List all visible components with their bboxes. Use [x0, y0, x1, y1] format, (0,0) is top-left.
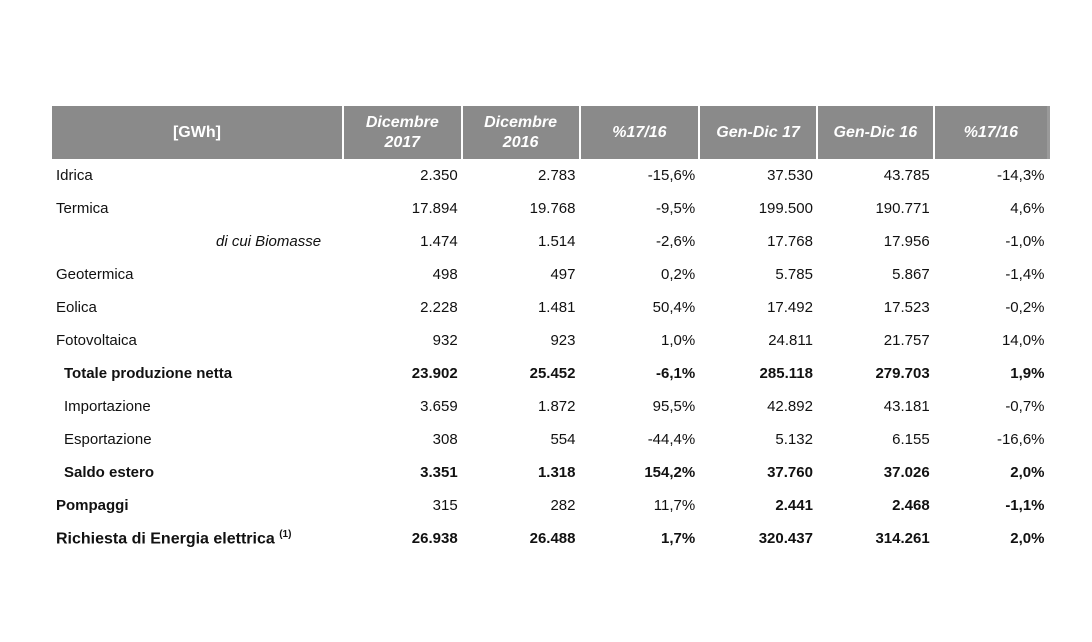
- table-row-biomasse: [52, 225, 1049, 258]
- cell-dic-2017: 17.894: [411, 200, 458, 217]
- cell-pct-year: 2,0%: [1010, 464, 1045, 481]
- cell-dic-2017: 2.350: [420, 167, 458, 184]
- header-col2-line2: 2016: [502, 133, 539, 151]
- cell-gen-dic-16: 314.261: [875, 530, 930, 547]
- cell-gen-dic-16: 21.757: [883, 332, 930, 349]
- header-dicembre-2017: [343, 106, 462, 159]
- row-label: Richiesta di Energia elettrica: [56, 530, 275, 548]
- cell-dic-2016: 1.481: [537, 299, 576, 316]
- header-col1-line1: Dicembre: [365, 113, 439, 131]
- cell-pct-month: -44,4%: [647, 431, 696, 448]
- cell-dic-2017: 3.351: [420, 464, 458, 481]
- cell-gen-dic-17: 24.811: [768, 332, 813, 349]
- row-label: Geotermica: [56, 266, 134, 283]
- row-label: di cui Biomasse: [216, 233, 322, 250]
- row-label: Eolica: [56, 299, 97, 316]
- cell-dic-2017: 315: [432, 497, 458, 514]
- table-row-idrica: [52, 159, 1049, 192]
- cell-gen-dic-17: 5.785: [775, 266, 813, 283]
- cell-dic-2016: 1.318: [537, 464, 576, 481]
- cell-dic-2017: 26.938: [411, 530, 458, 547]
- table-row-importazione: [52, 390, 1049, 423]
- cell-gen-dic-16: 279.703: [875, 365, 930, 382]
- cell-dic-2017: 932: [432, 332, 458, 349]
- cell-gen-dic-17: 37.760: [767, 464, 813, 481]
- row-label: Saldo estero: [64, 464, 155, 481]
- cell-pct-month: -2,6%: [656, 233, 696, 250]
- row-label: Termica: [56, 200, 109, 217]
- table-row-richiesta-energia: [52, 522, 1049, 555]
- cell-gen-dic-16: 17.523: [883, 299, 930, 316]
- header-pct-month: %17/16: [580, 106, 700, 159]
- row-label: Fotovoltaica: [56, 332, 137, 349]
- cell-gen-dic-17: 42.892: [767, 398, 813, 415]
- cell-pct-year: 1,9%: [1010, 365, 1045, 382]
- cell-pct-month: 1,7%: [661, 530, 696, 547]
- header-col2-line1: Dicembre: [484, 113, 558, 131]
- cell-pct-year: -1,0%: [1005, 233, 1045, 250]
- cell-pct-year: 2,0%: [1010, 530, 1045, 547]
- cell-pct-month: 50,4%: [652, 299, 696, 316]
- energy-balance-table: [52, 106, 1050, 555]
- cell-dic-2017: 498: [432, 266, 458, 283]
- cell-dic-2016: 554: [550, 431, 576, 448]
- table-row-esportazione: [52, 423, 1049, 456]
- cell-dic-2017: 308: [432, 431, 458, 448]
- row-label-cell: [52, 522, 343, 555]
- table-row-termica: [52, 192, 1049, 225]
- cell-gen-dic-17: 17.768: [767, 233, 813, 250]
- cell-pct-month: 154,2%: [644, 464, 696, 481]
- cell-dic-2016: 2.783: [537, 167, 576, 184]
- row-label: Idrica: [56, 167, 93, 184]
- header-gen-dic-16: Gen-Dic 16: [817, 106, 934, 159]
- table-row-fotovoltaica: [52, 324, 1049, 357]
- cell-gen-dic-16: 190.771: [875, 200, 930, 217]
- cell-pct-year: -0,2%: [1005, 299, 1045, 316]
- cell-pct-month: -6,1%: [656, 365, 696, 382]
- cell-gen-dic-16: 5.867: [892, 266, 930, 283]
- row-label: Totale produzione netta: [64, 365, 233, 382]
- header-pct-year: %17/16: [934, 106, 1049, 159]
- cell-pct-year: 14,0%: [1001, 332, 1045, 349]
- cell-dic-2016: 26.488: [529, 530, 576, 547]
- cell-dic-2016: 25.452: [529, 365, 576, 382]
- cell-pct-month: 0,2%: [661, 266, 696, 283]
- cell-gen-dic-16: 17.956: [883, 233, 930, 250]
- header-dicembre-2016: [462, 106, 580, 159]
- row-label: Esportazione: [64, 431, 152, 448]
- cell-gen-dic-17: 2.441: [775, 497, 813, 514]
- table-row-geotermica: [52, 258, 1049, 291]
- cell-gen-dic-17: 37.530: [767, 167, 813, 184]
- header-unit: [GWh]: [52, 106, 343, 159]
- cell-pct-year: -1,1%: [1005, 497, 1045, 514]
- cell-dic-2017: 23.902: [411, 365, 458, 382]
- cell-gen-dic-17: 5.132: [775, 431, 813, 448]
- cell-dic-2017: 1.474: [420, 233, 458, 250]
- cell-gen-dic-16: 6.155: [892, 431, 930, 448]
- cell-pct-year: -16,6%: [996, 431, 1045, 448]
- cell-dic-2016: 923: [550, 332, 576, 349]
- cell-pct-month: -15,6%: [647, 167, 696, 184]
- cell-gen-dic-16: 43.181: [883, 398, 930, 415]
- cell-dic-2016: 497: [550, 266, 576, 283]
- header-row: [52, 106, 1049, 159]
- row-label: Importazione: [64, 398, 151, 415]
- cell-gen-dic-17: 199.500: [758, 200, 813, 217]
- cell-pct-year: 4,6%: [1010, 200, 1045, 217]
- cell-gen-dic-17: 285.118: [759, 365, 813, 382]
- cell-pct-year: -0,7%: [1005, 398, 1045, 415]
- cell-pct-month: 95,5%: [652, 398, 696, 415]
- cell-gen-dic-17: 17.492: [767, 299, 813, 316]
- cell-pct-month: 11,7%: [653, 497, 696, 514]
- cell-dic-2016: 1.514: [537, 233, 576, 250]
- cell-dic-2017: 3.659: [420, 398, 458, 415]
- cell-dic-2017: 2.228: [420, 299, 458, 316]
- cell-dic-2016: 282: [550, 497, 576, 514]
- table-row-saldo-estero: [52, 456, 1049, 489]
- cell-pct-month: -9,5%: [656, 200, 696, 217]
- cell-gen-dic-17: 320.437: [758, 530, 813, 547]
- header-gen-dic-17: Gen-Dic 17: [699, 106, 817, 159]
- table-row-pompaggi: [52, 489, 1049, 522]
- table-header: [52, 106, 1049, 159]
- table-row-eolica: [52, 291, 1049, 324]
- cell-gen-dic-16: 43.785: [883, 167, 930, 184]
- footnote-marker: (1): [279, 528, 292, 540]
- cell-dic-2016: 19.768: [529, 200, 576, 217]
- table-row-totale-produzione: [52, 357, 1049, 390]
- cell-pct-year: -14,3%: [996, 167, 1045, 184]
- header-col1-line2: 2017: [384, 133, 421, 151]
- cell-dic-2016: 1.872: [537, 398, 576, 415]
- cell-gen-dic-16: 37.026: [883, 464, 930, 481]
- cell-pct-month: 1,0%: [661, 332, 696, 349]
- row-label: Pompaggi: [56, 497, 129, 514]
- cell-pct-year: -1,4%: [1005, 266, 1045, 283]
- cell-gen-dic-16: 2.468: [892, 497, 930, 514]
